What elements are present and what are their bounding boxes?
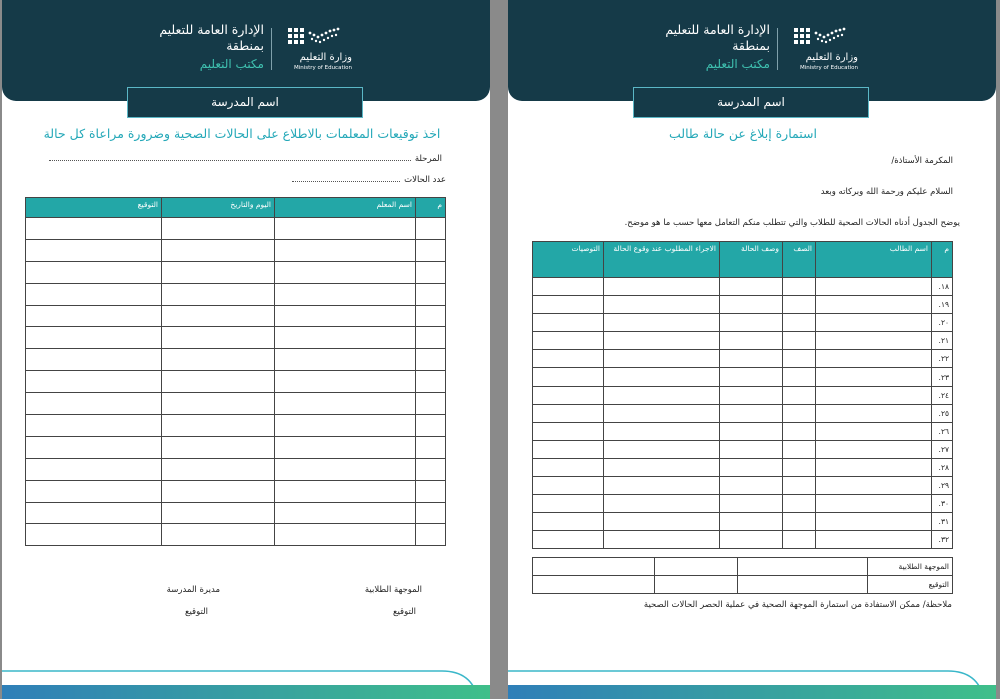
table-row [26, 502, 446, 524]
table-cell [816, 440, 932, 458]
teachers-signature-table [25, 197, 446, 546]
table-cell [604, 513, 720, 531]
table-row [533, 278, 953, 296]
table-cell [26, 524, 162, 546]
table-cell [533, 386, 604, 404]
col-header-signature: التوقيع [26, 198, 162, 218]
table-cell [26, 305, 162, 327]
table-cell [783, 314, 816, 332]
table-cell [720, 368, 783, 386]
table-cell [783, 440, 816, 458]
table-row [533, 458, 953, 476]
table-cell [816, 350, 932, 368]
table-cell [604, 477, 720, 495]
table-cell [604, 404, 720, 422]
table-cell [720, 314, 783, 332]
table-cell [275, 524, 416, 546]
table-row [533, 296, 953, 314]
cases-dotted-line [292, 174, 400, 182]
table-cell [416, 502, 446, 524]
table-cell [604, 422, 720, 440]
table-cell [162, 502, 275, 524]
cases-line [292, 174, 446, 185]
table-cell [416, 458, 446, 480]
table-cell [533, 440, 604, 458]
table-cell [533, 531, 604, 549]
header-office: مكتب التعليم [705, 57, 770, 71]
col-header-grade: الصف [783, 242, 816, 278]
table-cell [533, 495, 604, 513]
table-cell [604, 495, 720, 513]
signature-label-cell: التوقيع [868, 576, 953, 594]
table-cell [720, 458, 783, 476]
table-cell [26, 218, 162, 240]
table-cell [783, 477, 816, 495]
table-cell [720, 350, 783, 368]
table-cell [416, 436, 446, 458]
table-cell [275, 218, 416, 240]
ministry-name-en: Ministry of Education [799, 65, 858, 71]
page-left [2, 0, 490, 699]
col-header-teacher-name: اسم المعلم [275, 198, 416, 218]
ministry-name-en: Ministry of Education [293, 65, 352, 71]
row-number: ٢١. [932, 332, 953, 350]
table-cell [162, 371, 275, 393]
table-cell [162, 327, 275, 349]
page-right [508, 0, 996, 699]
table-cell [533, 477, 604, 495]
empty-cell [533, 558, 655, 576]
counselor-label: الموجهة الطلابية [364, 585, 422, 595]
table-cell [162, 349, 275, 371]
intro-text: يوضح الجدول أدناه الحالات الصحية للطلاب والتي تتطلب منكم التعامل معها حسب ما هو موضح. [624, 218, 960, 228]
table-cell [416, 415, 446, 437]
row-number: ٢٩. [932, 477, 953, 495]
table-row [26, 458, 446, 480]
table-cell [720, 296, 783, 314]
table-cell [783, 495, 816, 513]
table-cell [275, 283, 416, 305]
ministry-name-ar: وزارة التعليم [805, 52, 858, 63]
empty-cell [655, 576, 738, 594]
table-cell [816, 495, 932, 513]
school-name-field: اسم المدرسة [127, 87, 363, 118]
table-cell [816, 531, 932, 549]
table-cell [783, 513, 816, 531]
table-cell [604, 368, 720, 386]
table-cell [783, 458, 816, 476]
page-header [2, 0, 490, 101]
table-cell [162, 393, 275, 415]
table-row [26, 283, 446, 305]
table-cell [604, 332, 720, 350]
table-cell [416, 305, 446, 327]
table-row [26, 261, 446, 283]
table-row [533, 477, 953, 495]
table-cell [720, 332, 783, 350]
table-cell [604, 278, 720, 296]
table-cell [416, 524, 446, 546]
table-cell [816, 513, 932, 531]
table-cell [416, 393, 446, 415]
empty-cell [738, 558, 868, 576]
table-cell [604, 350, 720, 368]
table-cell [604, 386, 720, 404]
table-cell [416, 239, 446, 261]
table-row [533, 440, 953, 458]
table-cell [816, 314, 932, 332]
table-cell [275, 305, 416, 327]
table-cell [416, 480, 446, 502]
header-office: مكتب التعليم [199, 57, 264, 71]
table-cell [816, 404, 932, 422]
table-cell [720, 404, 783, 422]
table-cell [416, 371, 446, 393]
table-cell [816, 368, 932, 386]
table-cell [604, 314, 720, 332]
row-number: ٣٢. [932, 531, 953, 549]
table-cell [816, 332, 932, 350]
table-cell [604, 440, 720, 458]
table-cell [275, 480, 416, 502]
table-cell [26, 393, 162, 415]
table-row [26, 480, 446, 502]
table-cell [533, 314, 604, 332]
col-header-day-date: اليوم والتاريخ [162, 198, 275, 218]
table-cell [816, 296, 932, 314]
table-cell [533, 332, 604, 350]
col-header-required-action: الاجراء المطلوب عند وقوع الحالة [604, 242, 720, 278]
table-cell [26, 480, 162, 502]
row-number: ٢٨. [932, 458, 953, 476]
school-name-field: اسم المدرسة [633, 87, 869, 118]
table-row [26, 218, 446, 240]
empty-cell [738, 576, 868, 594]
table-cell [416, 218, 446, 240]
row-number: ٣١. [932, 513, 953, 531]
table-cell [416, 349, 446, 371]
table-cell [275, 393, 416, 415]
row-number: ٢٣. [932, 368, 953, 386]
table-row [533, 404, 953, 422]
table-cell [26, 261, 162, 283]
teachers-table-body [26, 218, 446, 546]
table-cell [783, 404, 816, 422]
table-cell [416, 327, 446, 349]
table-cell [783, 422, 816, 440]
col-header-number: م [416, 198, 446, 218]
table-row [533, 495, 953, 513]
footer-wave-decoration [2, 655, 490, 699]
table-cell [162, 305, 275, 327]
row-number: ١٨. [932, 278, 953, 296]
table-cell [533, 458, 604, 476]
table-cell [533, 350, 604, 368]
row-number: ٣٠. [932, 495, 953, 513]
table-cell [162, 415, 275, 437]
ministry-logo-icon [784, 25, 858, 75]
table-cell [162, 283, 275, 305]
table-cell [720, 278, 783, 296]
row-number: ١٩. [932, 296, 953, 314]
table-row [533, 368, 953, 386]
table-cell [26, 415, 162, 437]
page-header [508, 0, 996, 101]
table-cell [162, 480, 275, 502]
table-cell [604, 531, 720, 549]
table-cell [783, 386, 816, 404]
table-row [26, 393, 446, 415]
row-number: ٢٠. [932, 314, 953, 332]
col-header-case-description: وصف الحالة [720, 242, 783, 278]
table-cell [275, 239, 416, 261]
note-text: ملاحظة/ ممكن الاستفادة من استمارة الموجهة الصحية في عملية الحصر الحالات الصحية [643, 600, 952, 610]
table-cell [720, 531, 783, 549]
empty-cell [655, 558, 738, 576]
counselor-signature-table [532, 557, 953, 594]
table-cell [26, 349, 162, 371]
table-row [26, 371, 446, 393]
table-row [533, 386, 953, 404]
table-row [533, 422, 953, 440]
table-cell [816, 458, 932, 476]
table-row [533, 314, 953, 332]
row-number: ٢٢. [932, 350, 953, 368]
cases-label: عدد الحالات [404, 175, 446, 185]
table-cell [783, 368, 816, 386]
header-title: الإدارة العامة للتعليم بمنطقة [159, 22, 264, 53]
table-cell [26, 502, 162, 524]
table-row [533, 350, 953, 368]
row-number: ٢٧. [932, 440, 953, 458]
table-cell [416, 283, 446, 305]
table-cell [26, 239, 162, 261]
table-cell [816, 422, 932, 440]
table-cell [783, 531, 816, 549]
row-number: ٢٤. [932, 386, 953, 404]
table-row [26, 305, 446, 327]
student-cases-table [532, 241, 953, 549]
greeting-text: السلام عليكم ورحمة الله وبركاته وبعد [820, 187, 953, 197]
table-cell [275, 502, 416, 524]
table-cell [26, 327, 162, 349]
table-cell [26, 371, 162, 393]
table-cell [783, 296, 816, 314]
table-row [26, 436, 446, 458]
table-cell [275, 458, 416, 480]
table-cell [604, 296, 720, 314]
table-cell [416, 261, 446, 283]
right-document-title: استمارة إبلاغ عن حالة طالب [669, 126, 817, 141]
table-cell [533, 278, 604, 296]
row-number: ٢٥. [932, 404, 953, 422]
stage-label: المرحلة [414, 154, 442, 164]
stage-dotted-line [49, 153, 411, 161]
empty-cell [533, 576, 655, 594]
table-cell [162, 261, 275, 283]
table-cell [275, 349, 416, 371]
table-cell [783, 278, 816, 296]
header-divider [777, 28, 778, 70]
table-row [533, 332, 953, 350]
table-cell [26, 283, 162, 305]
table-cell [533, 422, 604, 440]
principal-signature-label: التوقيع [184, 607, 208, 617]
ministry-name-ar: وزارة التعليم [299, 52, 352, 63]
table-row [26, 524, 446, 546]
table-cell [720, 440, 783, 458]
table-row [26, 349, 446, 371]
col-header-student-name: اسم الطالب [816, 242, 932, 278]
col-header-number: م [932, 242, 953, 278]
student-cases-table-body [533, 278, 953, 549]
table-row [26, 327, 446, 349]
table-cell [720, 495, 783, 513]
table-row [26, 239, 446, 261]
row-number: ٢٦. [932, 422, 953, 440]
table-cell [162, 218, 275, 240]
table-row [533, 513, 953, 531]
table-cell [275, 371, 416, 393]
table-cell [162, 524, 275, 546]
table-cell [275, 436, 416, 458]
table-cell [816, 477, 932, 495]
table-cell [275, 327, 416, 349]
principal-label: مديرة المدرسة [166, 585, 220, 595]
table-cell [720, 422, 783, 440]
col-header-recommendations: التوصيات [533, 242, 604, 278]
table-cell [720, 477, 783, 495]
table-cell [162, 436, 275, 458]
table-cell [720, 513, 783, 531]
table-cell [162, 458, 275, 480]
salutation-text: المكرمة الأستاذة/ [891, 156, 953, 166]
table-cell [275, 415, 416, 437]
table-cell [783, 350, 816, 368]
table-cell [533, 368, 604, 386]
table-cell [533, 296, 604, 314]
counselor-signature-label: التوقيع [392, 607, 416, 617]
table-row [533, 531, 953, 549]
stage-line [49, 153, 442, 164]
table-cell [816, 278, 932, 296]
table-cell [533, 404, 604, 422]
table-cell [26, 436, 162, 458]
table-cell [533, 513, 604, 531]
table-cell [26, 458, 162, 480]
header-divider [271, 28, 272, 70]
table-cell [783, 332, 816, 350]
table-cell [604, 458, 720, 476]
table-cell [162, 239, 275, 261]
table-cell [275, 261, 416, 283]
table-cell [816, 386, 932, 404]
footer-wave-decoration [508, 655, 996, 699]
header-title: الإدارة العامة للتعليم بمنطقة [665, 22, 770, 53]
ministry-logo-icon [278, 25, 352, 75]
table-cell [720, 386, 783, 404]
left-document-title: اخذ توقيعات المعلمات بالاطلاع على الحالات الصحية وضرورة مراعاة كل حالة [43, 126, 441, 141]
counselor-label-cell: الموجهة الطلابية [868, 558, 953, 576]
table-row [26, 415, 446, 437]
